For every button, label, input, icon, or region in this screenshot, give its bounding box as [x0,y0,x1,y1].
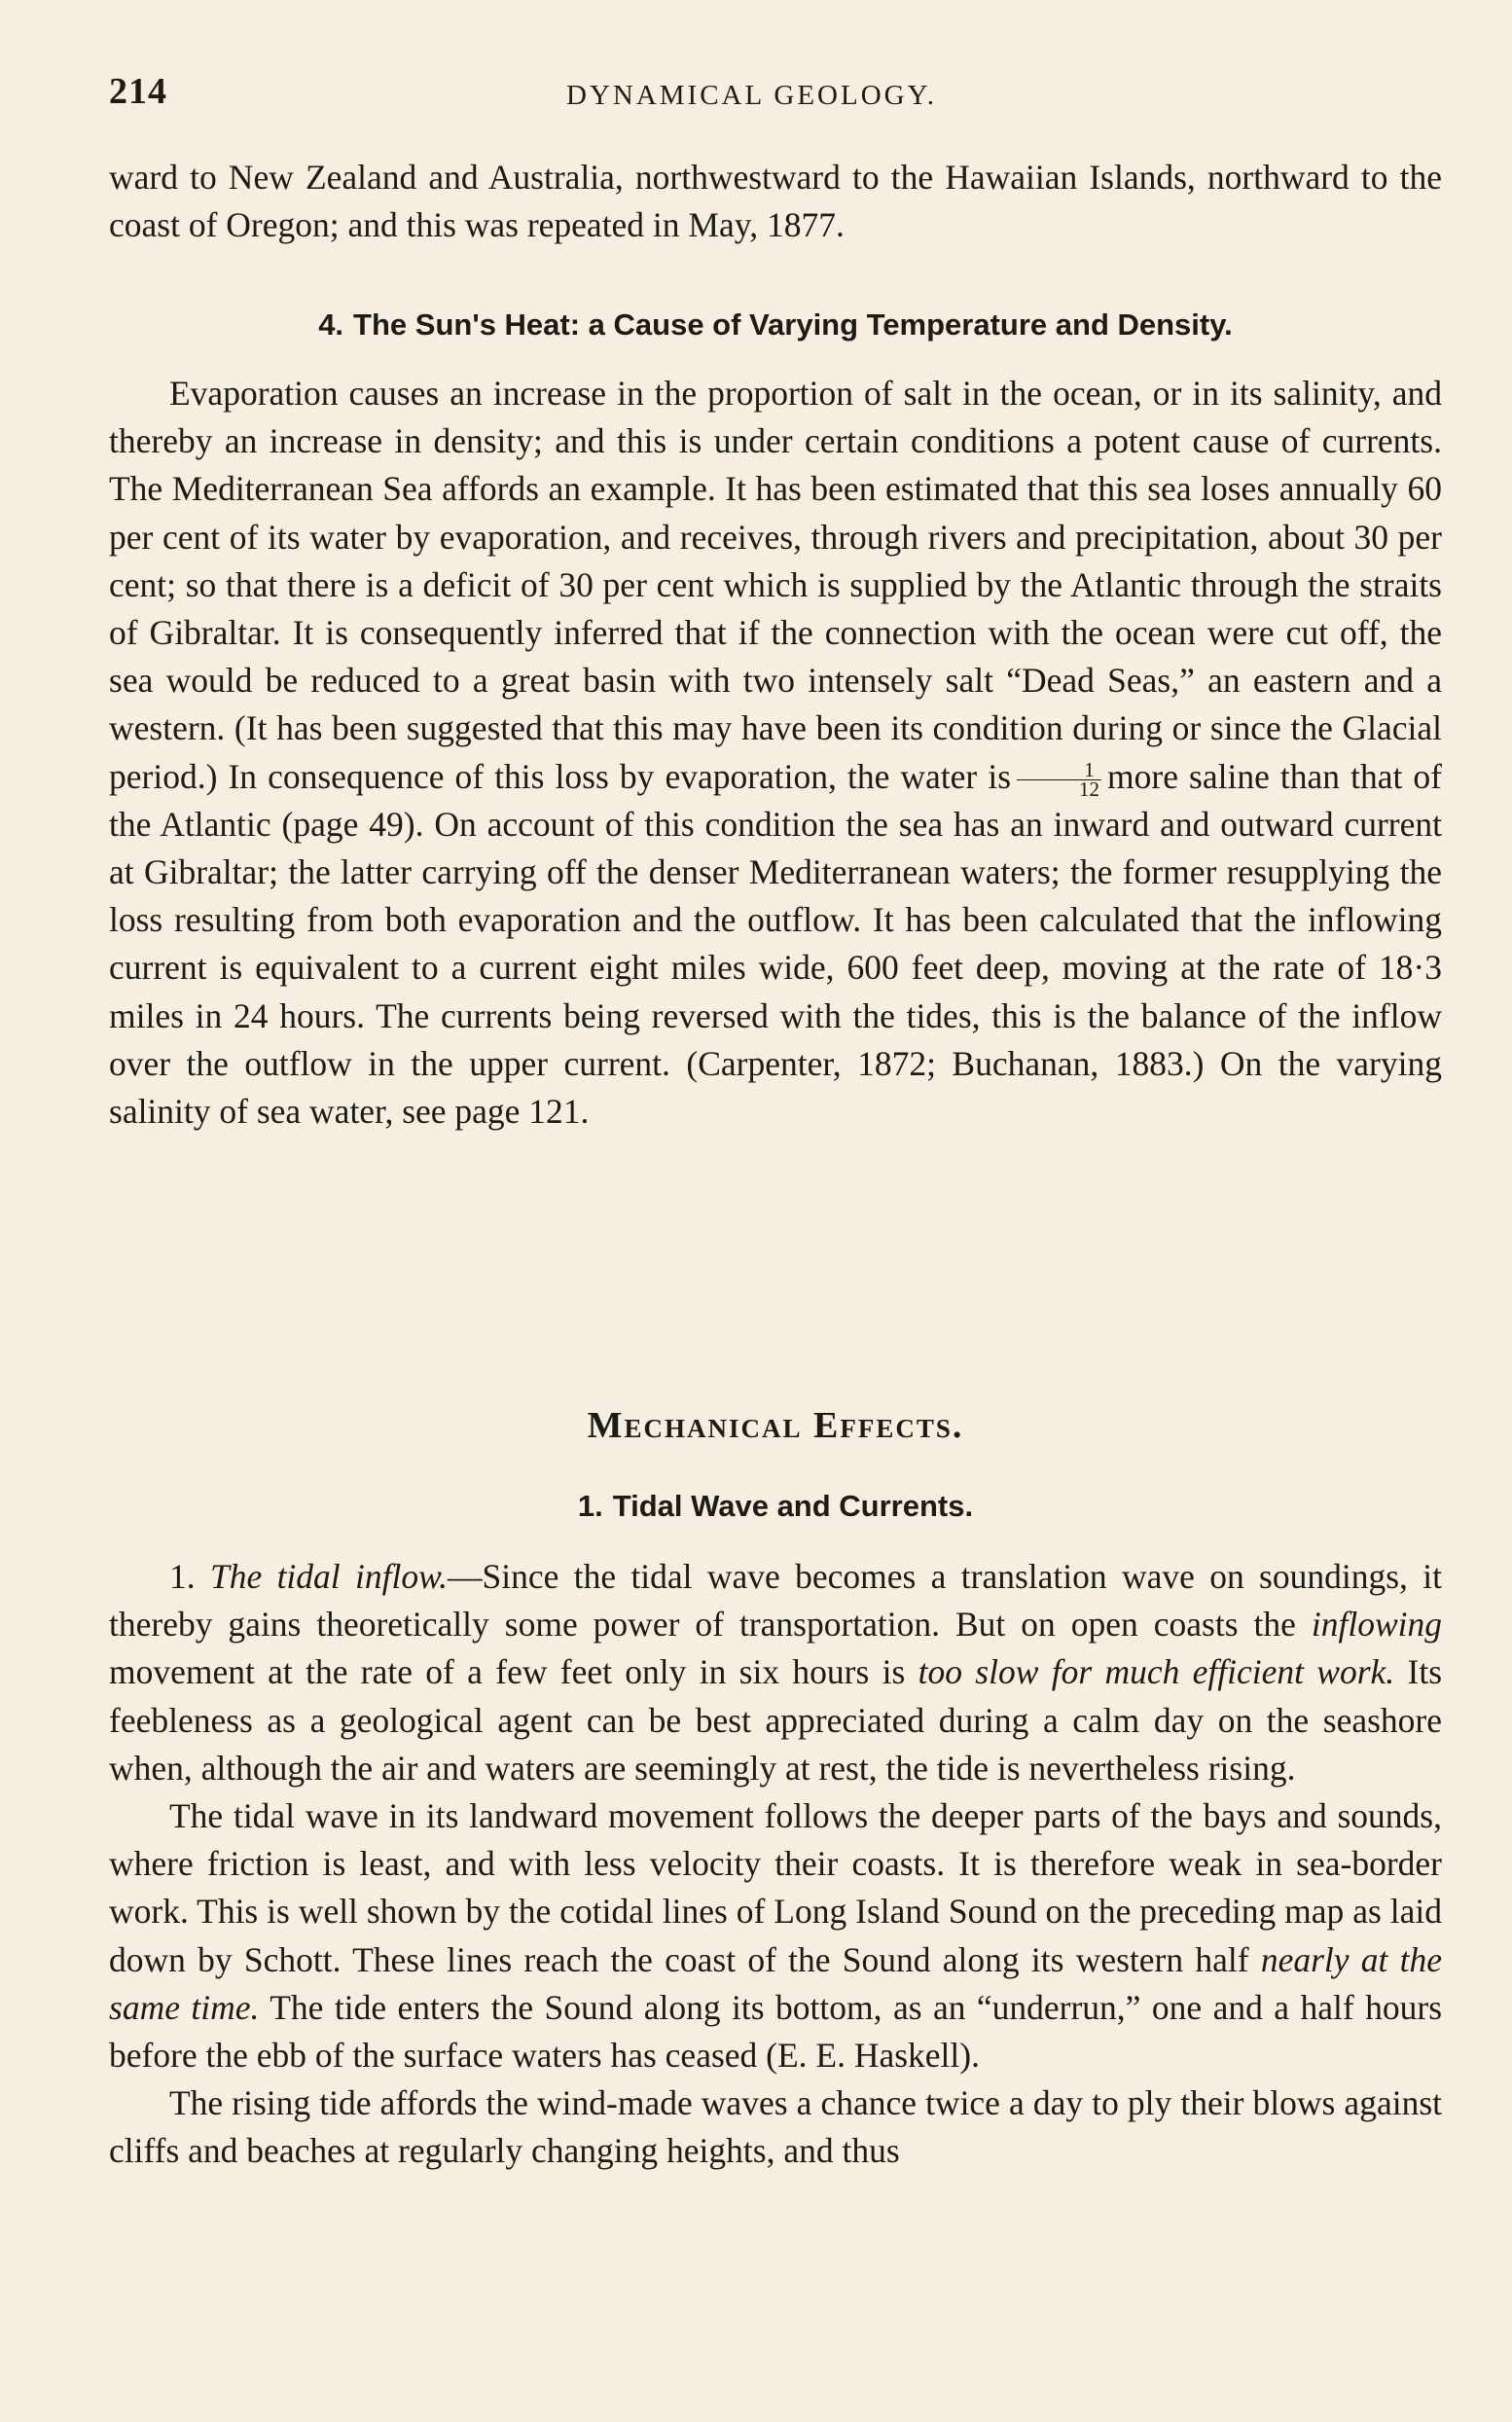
fraction-numerator: 1 [1017,761,1101,780]
paragraph-rising-tide [109,2079,1442,2175]
section-title: Tidal Wave and Currents. [612,1489,974,1523]
paragraph-evaporation [109,370,1442,1136]
paragraph-text: The tide enters the Sound along its bottom, as an “underrun,” one and a half hours before the ebb of the surface waters has ceased (E. E. Haskell). [109,1987,1443,2076]
section-number: 1. [577,1489,603,1523]
section-number: 4. [318,307,344,342]
italic-term: inflowing [1311,1605,1443,1645]
paragraph-landward-movement [109,1792,1442,2079]
paragraph-text-continued: more saline than that of the Atlantic (page 49). On account of this condition the sea has an inward and outward current at Gibraltar; the latter carrying off the denser Mediterranean waters; the former resupplying the loss resulting from both evaporation and the outflow. It has been calculated that the inflowing current is equivalent to a current eight miles wide, 600 feet deep, moving at the rate of 18·3 miles in 24 hours. The currents being reversed with the tides, this is the balance of the inflow over the outflow in the upper current. (Carpenter, 1872; Buchanan, 1883.) On the varying salinity of sea water, see page 121. [109,756,1442,1132]
section-heading-suns-heat [109,307,1442,343]
major-heading-mechanical-effects: Mechanical Effects. [587,1405,964,1446]
fraction-denominator: 12 [1079,777,1100,801]
paragraph-number: 1. [169,1557,196,1596]
paragraph-text: Since the tidal wave becomes a translation wave on soundings, it thereby gains theoretically some power of transportation. But on open coasts the [109,1557,1442,1645]
paragraph-tidal-inflow [109,1553,1442,1792]
paragraph-text: The tidal wave in its landward movement follows the deeper parts of the bays and sounds, where friction is least, and with less velocity their coasts. It is therefore weak in sea-border work. This is well shown by the cotidal lines of Long Island Sound on the preceding map as laid down by Schott. These lines reach the coast of the Sound along its western half [109,1796,1442,1979]
paragraph-run-in-heading: The tidal inflow. [209,1557,449,1596]
fraction-one-twelfth [1017,757,1101,801]
section-heading-tidal-wave [109,1489,1442,1524]
tidal-section-body [109,1553,1442,2176]
paragraph-text: movement at the rate of a few feet only in six hours is [109,1652,906,1692]
intro-paragraph [109,154,1442,249]
intro-text: ward to New Zealand and Australia, northwestward to the Hawaiian Islands, northward to the coast of Oregon; and this was repeated in May, 1877. [109,158,1442,245]
paragraph-text: The rising tide affords the wind-made waves a chance twice a day to ply their blows against cliffs and beaches at regularly changing heights, and thus [109,2083,1442,2171]
paragraph-text: Its feebleness as a geological agent can be best appreciated during a calm day on the seashore when, although the air and waters are seemingly at rest, the tide is nevertheless rising. [109,1652,1443,1788]
section-title: The Sun's Heat: a Cause of Varying Temperature and Density. [353,307,1233,342]
em-dash: — [448,1557,483,1596]
running-header [109,70,1442,128]
italic-phrase: nearly at the same time. [109,1939,1443,2027]
italic-phrase: too slow for much efficient work. [918,1652,1395,1692]
running-title: DYNAMICAL GEOLOGY. [566,80,938,111]
paragraph-text: Evaporation causes an increase in the proportion of salt in the ocean, or in its salinity, and thereby an increase in density; and this is under certain conditions a potent cause of currents. The Mediterranean Sea affords an example. It has been estimated that this sea loses annually 60 per cent of its water by evaporation, and receives, through rivers and precipitation, about 30 per cent; so that there is a deficit of 30 per cent which is supplied by the Atlantic through the straits of Gibraltar. It is consequently inferred that if the connection with the ocean were cut off, the sea would be reduced to a great basin with two intensely salt “Dead Seas,” an eastern and a western. (It has been suggested that this may have been its condition during or since the Glacial period.) In consequence of this loss by evaporation, the water is [109,374,1442,796]
page-number: 214 [109,71,167,112]
